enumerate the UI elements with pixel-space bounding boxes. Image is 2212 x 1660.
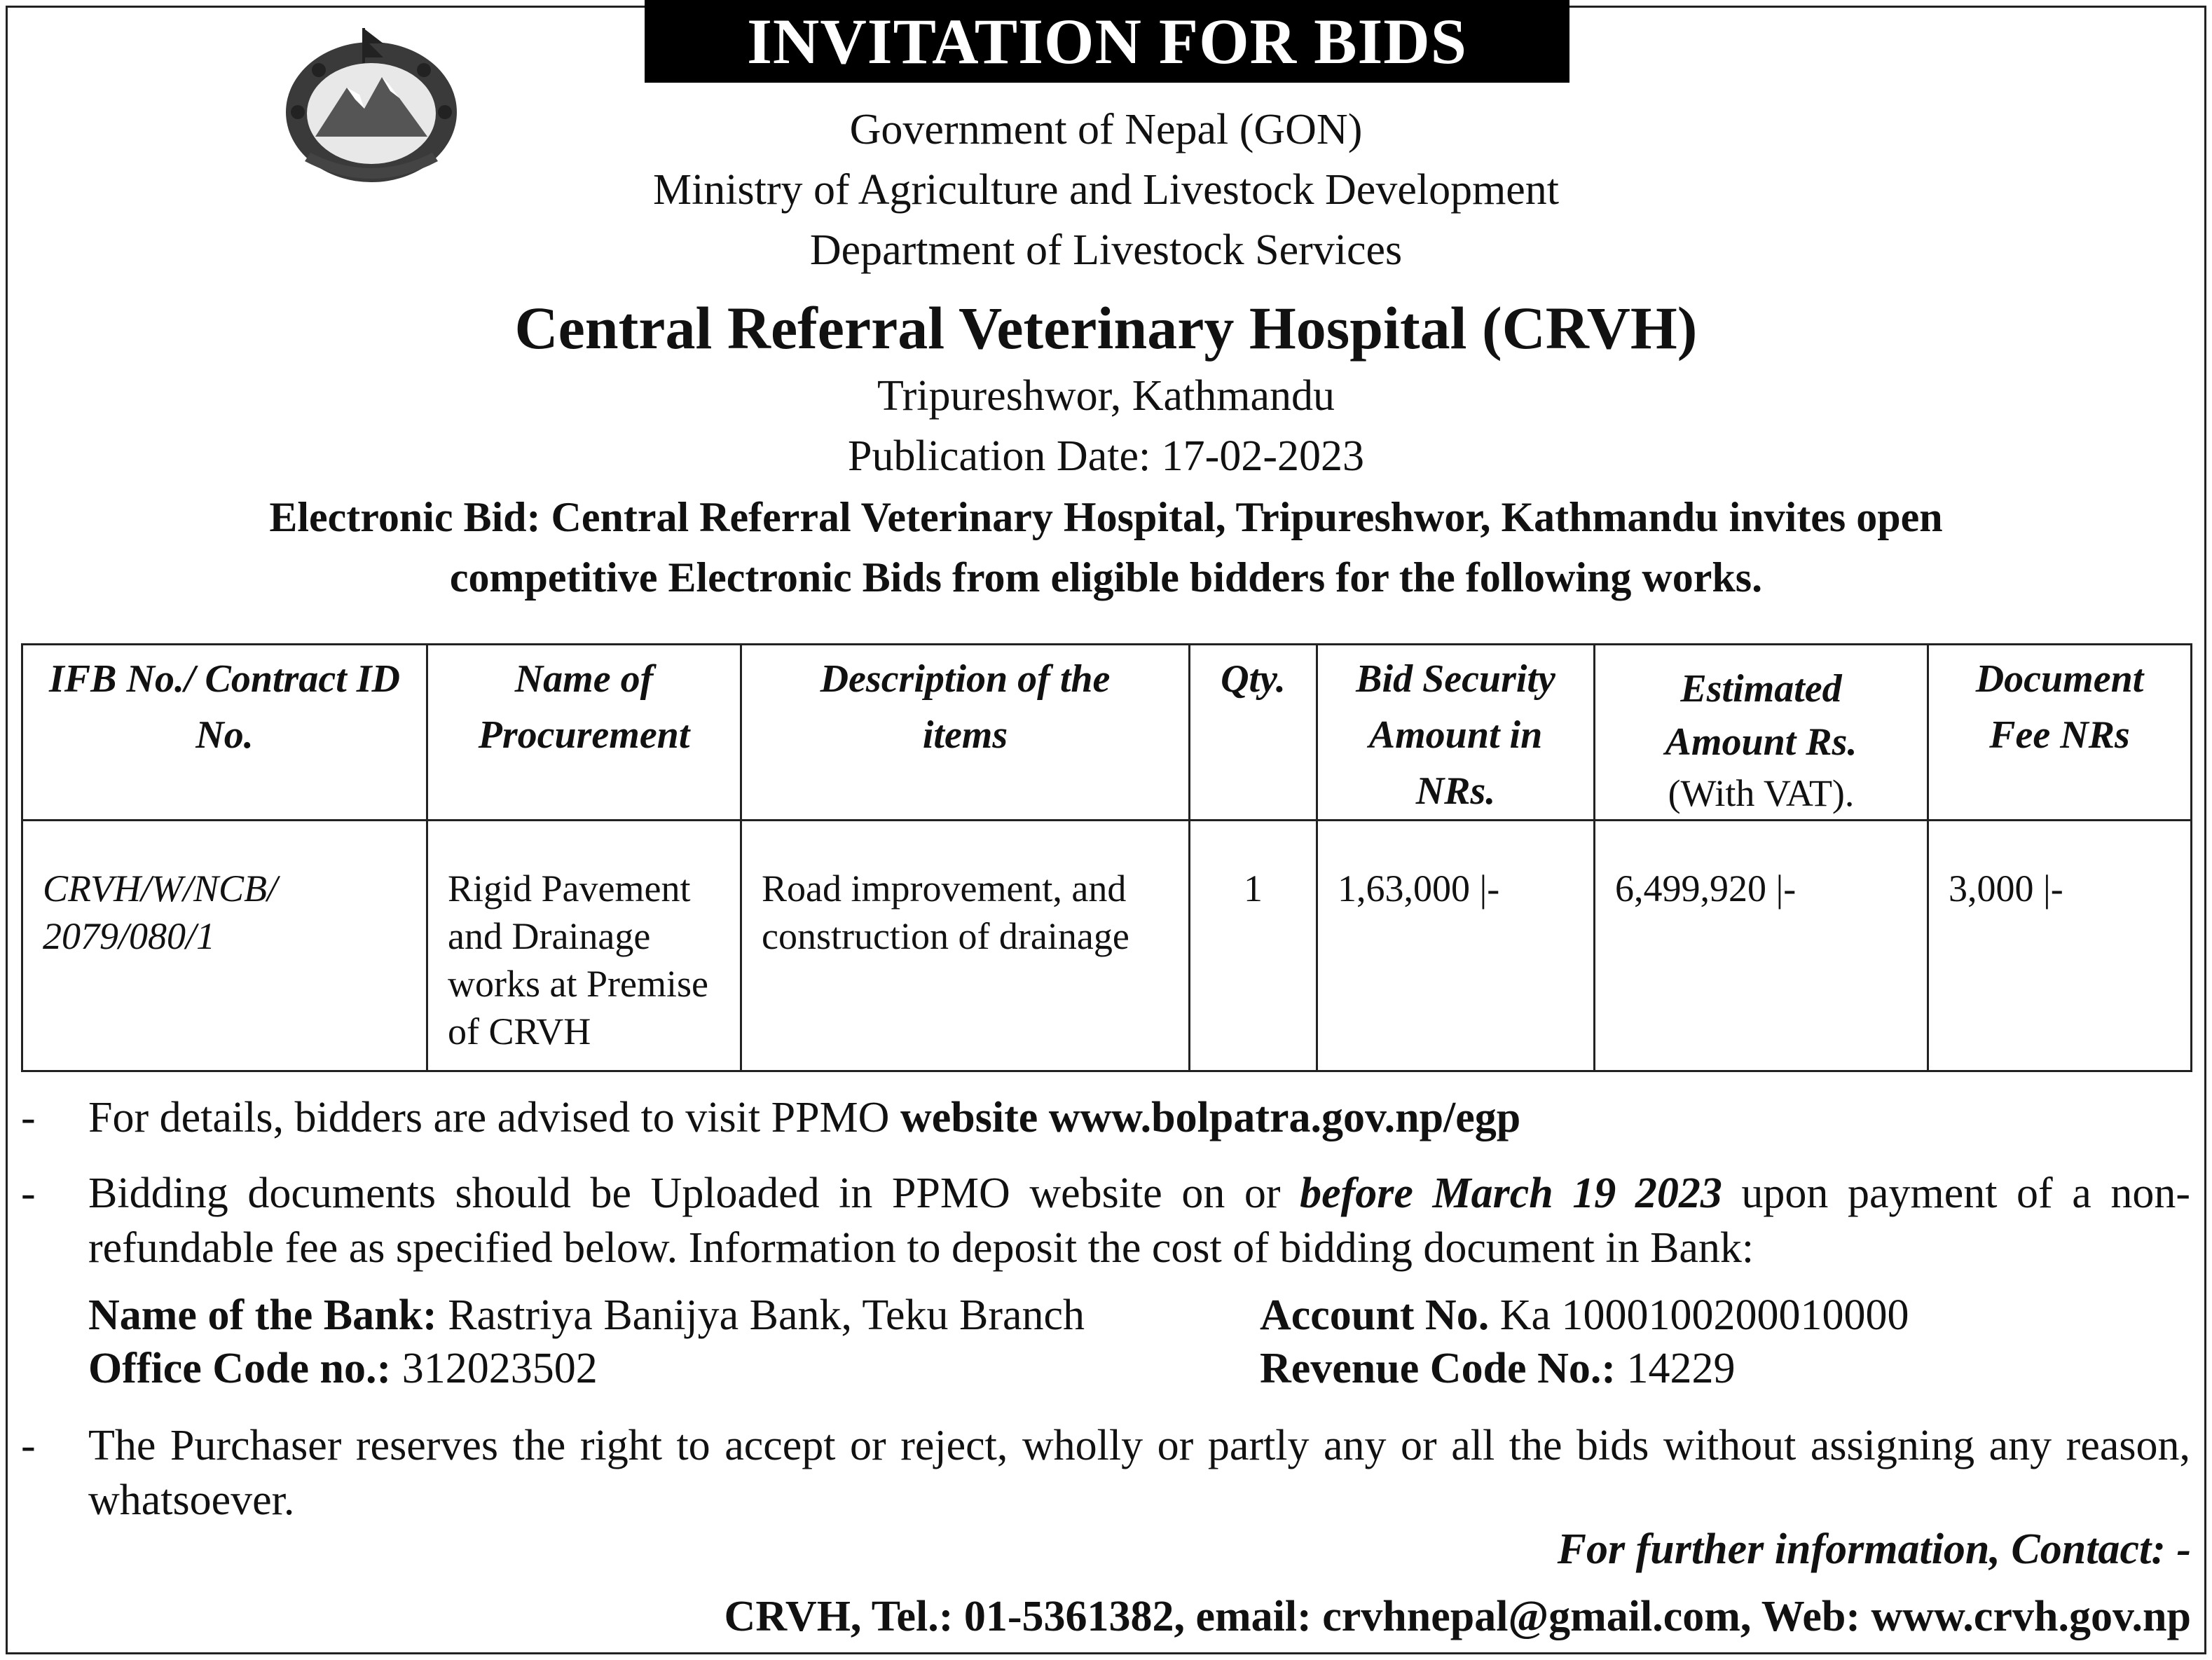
account-number-value: Ka 1000100200010000 [1489, 1291, 1909, 1339]
ppmo-website-link[interactable]: website www.bolpatra.gov.np/egp [900, 1094, 1521, 1141]
account-number-label: Account No. [1260, 1291, 1490, 1339]
bank-name-label: Name of the Bank: [88, 1291, 437, 1339]
table-header-row [22, 645, 2192, 821]
intro-line-1: Electronic Bid: Central Referral Veterinary Hospital, Tripureshwor, Kathmandu invites open [269, 494, 1943, 540]
organization-name: Central Referral Veterinary Hospital (CRVH) [514, 294, 1698, 362]
intro-line-2: competitive Electronic Bids from eligible bidders for the following works. [449, 554, 1763, 601]
bullet-marker: - [21, 1094, 36, 1141]
column-header-ifb: IFB No./ Contract ID No. [22, 645, 427, 821]
note-details-text: For details, bidders are advised to visit PPMO [88, 1094, 900, 1141]
note-reserve: The Purchaser reserves the right to accept or reject, wholly or partly any or all the bids without assigning any reason, whatsoever. [88, 1422, 2190, 1524]
organization-address: Tripureshwor, Kathmandu [877, 372, 1335, 420]
office-code [88, 1344, 598, 1394]
contact-details[interactable]: CRVH, Tel.: 01-5361382, email: crvhnepal@gmail.com, Web: www.crvh.gov.np [724, 1593, 2191, 1640]
column-header-qty: Qty. [1190, 645, 1317, 821]
column-header-bid-security: Bid Security Amount in NRs. [1317, 645, 1595, 821]
note-upload [88, 1166, 2190, 1275]
cell-estimated: 6,499,920 |- [1595, 821, 1928, 1071]
cell-bid-security: 1,63,000 |- [1317, 821, 1595, 1071]
revenue-code-value: 14229 [1616, 1345, 1736, 1392]
note-upload-text-end: upon payment of a non-refundable fee as specified below. Information to deposit the cost of bidding document in Bank: [88, 1169, 2190, 1272]
contact-heading: For further information, Contact: - [1557, 1525, 2191, 1573]
bullet-marker: - [21, 1422, 36, 1469]
cell-qty: 1 [1190, 821, 1317, 1071]
revenue-code [1260, 1344, 1736, 1394]
bank-name [88, 1291, 1085, 1340]
column-header-doc-fee: Document Fee NRs [1928, 645, 2192, 821]
cell-procurement: Rigid Pavement and Drainage works at Premise of CRVH [427, 821, 741, 1071]
note-details [88, 1090, 2190, 1145]
bullet-marker: - [21, 1169, 36, 1217]
column-header-procurement: Name of Procurement [427, 645, 741, 821]
table-row [22, 821, 2192, 1071]
cell-ifb: CRVH/W/NCB/ 2079/080/1 [22, 821, 427, 1071]
government-name: Government of Nepal (GON) [849, 106, 1363, 153]
account-number [1260, 1291, 1909, 1340]
publication-date: Publication Date: 17-02-2023 [848, 432, 1364, 480]
office-code-value: 312023502 [391, 1345, 598, 1392]
upload-deadline: before March 19 2023 [1300, 1169, 1722, 1217]
bids-table [21, 643, 2192, 1072]
cell-description: Road improvement, and construction of drainage [741, 821, 1190, 1071]
ministry-name: Ministry of Agriculture and Livestock Development [652, 166, 1560, 214]
column-header-description: Description of the items [741, 645, 1190, 821]
office-code-label: Office Code no.: [88, 1345, 392, 1392]
note-upload-text: Bidding documents should be Uploaded in PPMO website on or [88, 1169, 1300, 1217]
bank-name-value: Rastriya Banijya Bank, Teku Branch [437, 1291, 1085, 1339]
page-title: INVITATION FOR BIDS [645, 0, 1569, 83]
department-name: Department of Livestock Services [809, 226, 1403, 274]
revenue-code-label: Revenue Code No.: [1260, 1345, 1616, 1392]
cell-doc-fee: 3,000 |- [1928, 821, 2192, 1071]
column-header-estimated: Estimated Amount Rs. (With VAT). [1595, 645, 1928, 821]
estimated-vat-note: (With VAT). [1668, 772, 1855, 814]
